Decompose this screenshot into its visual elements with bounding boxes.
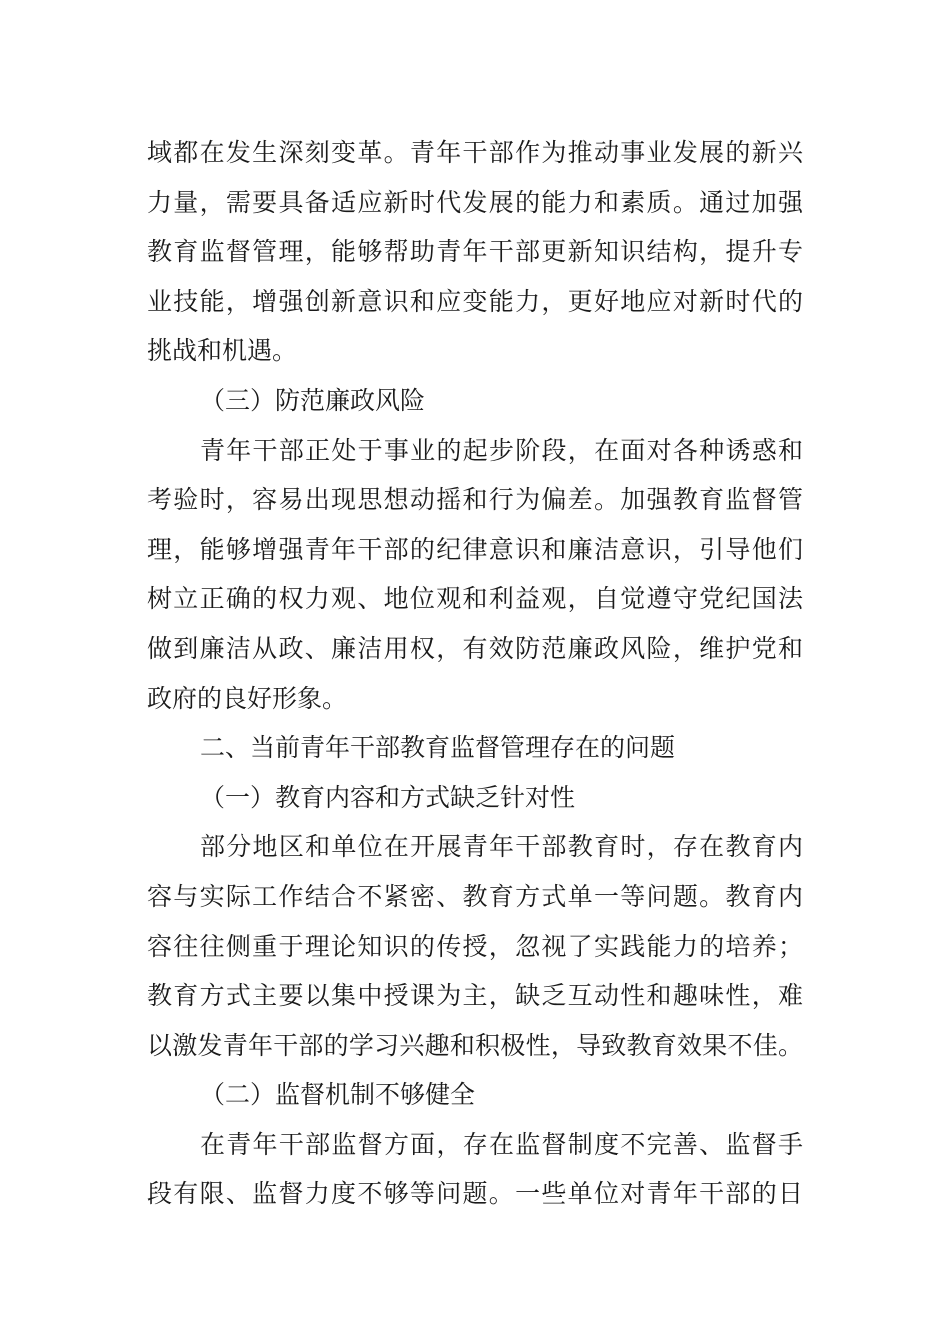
paragraph-line: 树立正确的权力观、地位观和利益观，自觉遵守党纪国法 [147,584,803,614]
paragraph-line: 做到廉洁从政、廉洁用权，有效防范廉政风险，维护党和 [147,633,803,663]
paragraph-line: 域都在发生深刻变革。青年干部作为推动事业发展的新兴 [147,138,803,167]
paragraph-line: 青年干部正处于事业的起步阶段，在面对各种诱惑和 [200,435,803,465]
paragraph-line: 理，能够增强青年干部的纪律意识和廉洁意识，引导他们 [147,534,803,564]
paragraph-line: 教育方式主要以集中授课为主，缺乏互动性和趣味性，难 [147,981,803,1011]
paragraph-line: 段有限、监督力度不够等问题。一些单位对青年干部的日 [147,1179,803,1209]
paragraph-line: 部分地区和单位在开展青年干部教育时，存在教育内 [200,832,803,862]
section-heading: （三）防范廉政风险 [200,385,426,415]
paragraph-line: 教育监督管理，能够帮助青年干部更新知识结构，提升专 [147,237,803,267]
body-text [147,128,803,1219]
paragraph-line: 在青年干部监督方面，存在监督制度不完善、监督手 [200,1129,803,1159]
paragraph-line: 考验时，容易出现思想动摇和行为偏差。加强教育监督管 [147,485,803,515]
paragraph-line: 挑战和机遇。 [147,336,298,366]
paragraph-line: 业技能，增强创新意识和应变能力，更好地应对新时代的 [147,286,803,316]
section-heading: （一）教育内容和方式缺乏针对性 [200,782,576,812]
paragraph-line: 政府的良好形象。 [147,683,348,713]
paragraph-line: 力量，需要具备适应新时代发展的能力和素质。通过加强 [147,187,803,217]
paragraph-line: 容与实际工作结合不紧密、教育方式单一等问题。教育内 [147,881,803,911]
paragraph-line: 以激发青年干部的学习兴趣和积极性，导致教育效果不佳。 [147,1030,803,1060]
section-heading: （二）监督机制不够健全 [200,1080,476,1110]
chapter-heading: 二、当前青年干部教育监督管理存在的问题 [200,733,676,763]
paragraph-line: 容往往侧重于理论知识的传授，忽视了实践能力的培养； [147,931,803,961]
